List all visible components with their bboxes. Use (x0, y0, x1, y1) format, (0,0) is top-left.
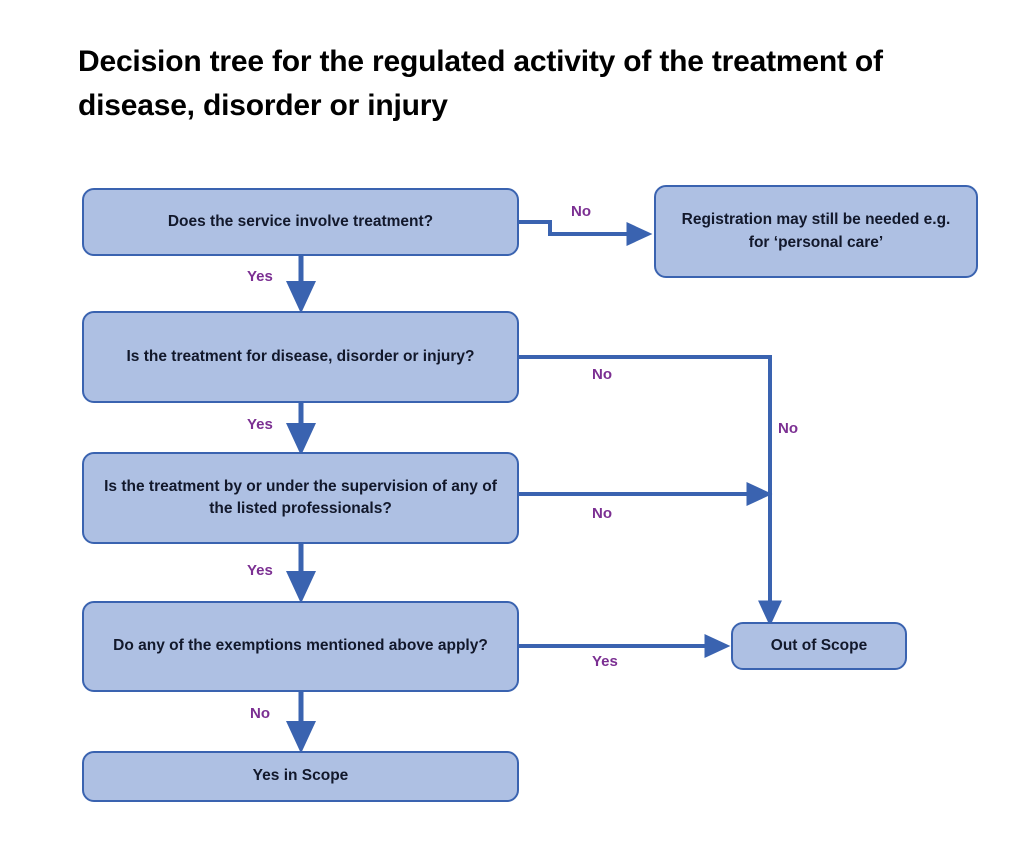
node-label: Registration may still be needed e.g. for ‘personal care’ (681, 211, 951, 251)
node-out-of-scope[interactable] (731, 622, 907, 670)
page-title: Decision tree for the regulated activity of the treatment of disease, disorder or injury (78, 45, 883, 122)
edge-label-q3-no: No (592, 505, 612, 522)
node-does-service-involve-treatment[interactable] (82, 188, 519, 256)
edge-label-q4-yes: Yes (592, 653, 618, 670)
node-label: Do any of the exemptions mentioned above apply? (113, 637, 488, 655)
node-do-exemptions-apply[interactable] (82, 601, 519, 692)
node-yes-in-scope[interactable] (82, 751, 519, 802)
node-label: Yes in Scope (252, 767, 349, 785)
node-label: Does the service involve treatment? (167, 212, 434, 230)
connector-q1-reg (519, 222, 648, 234)
connector-q2-out (519, 357, 770, 622)
node-label: Out of Scope (770, 636, 868, 654)
edge-label-q1-yes: Yes (247, 268, 273, 285)
edge-label-spine-no: No (778, 420, 798, 437)
node-label: Is the treatment for disease, disorder or injury? (126, 347, 475, 365)
node-label: Is the treatment by or under the supervision of any of the listed professionals? (104, 477, 497, 517)
edge-label-q4-no: No (250, 705, 270, 722)
node-is-treatment-by-listed-professionals[interactable] (82, 452, 519, 544)
node-is-treatment-for-disease[interactable] (82, 311, 519, 403)
node-registration-may-still-be-needed[interactable] (654, 185, 978, 278)
edge-label-q3-yes: Yes (247, 562, 273, 579)
edge-label-q2-no: No (592, 366, 612, 383)
edge-label-q2-yes: Yes (247, 416, 273, 433)
edge-label-q1-no: No (571, 203, 591, 220)
